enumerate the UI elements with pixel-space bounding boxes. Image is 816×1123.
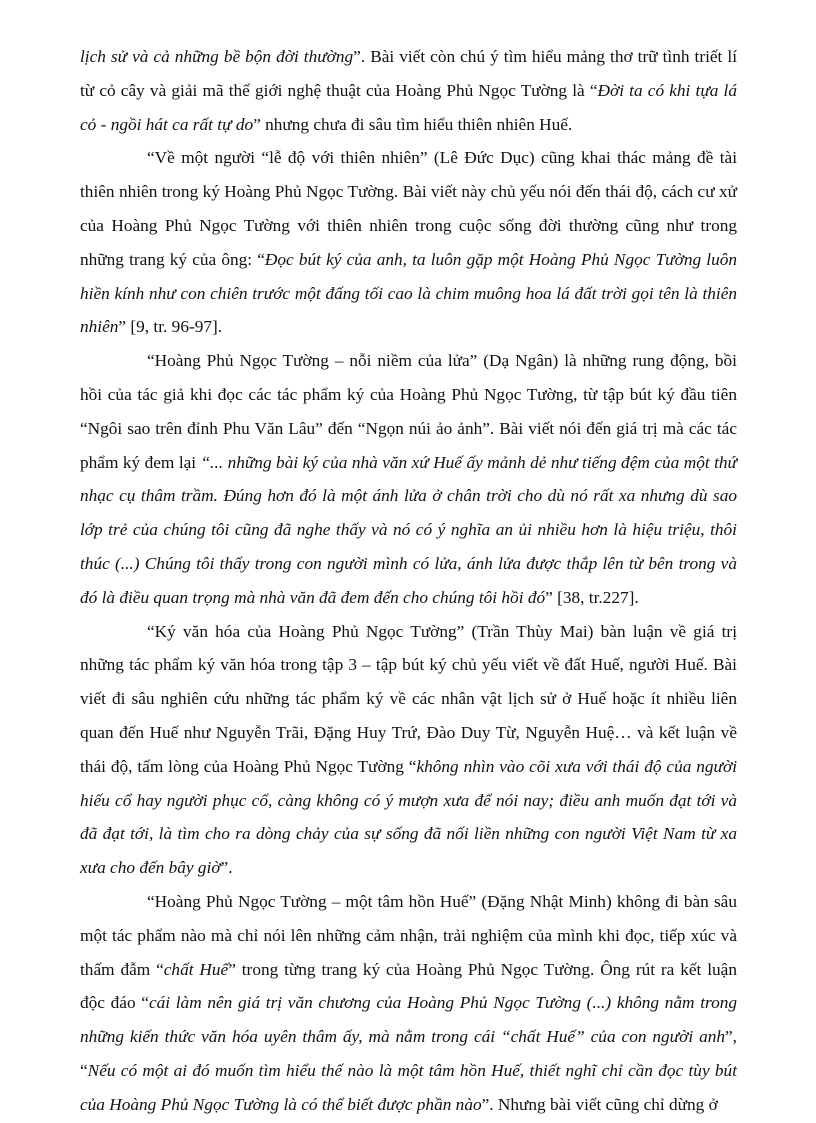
- text-run: “Về một người “lễ độ với thiên nhiên” (Lê Đức Dục) cũng khai thác mảng đề tài thiên nhiên trong ký Hoàng Phủ Ngọc Tường. Bài viết này chủ yếu nói đến thái độ, cách cư xử của Hoàng Phủ Ngọc Tường với thiên nhiên trong cuộc sống đời thường cũng như trong những trang ký của ông: “: [80, 148, 737, 269]
- text-run: ”. Nhưng bài viết cũng chỉ dừng ở: [481, 1094, 718, 1114]
- text-run: ” nhưng chưa đi sâu tìm hiểu thiên nhiên Huế.: [253, 114, 573, 134]
- paragraph-2: [80, 141, 737, 344]
- text-run: không nhìn vào cõi xưa với thái độ của người hiếu cổ hay người phục cổ, càng không có ý mượn xưa để nói nay; điều anh muốn đạt tới và đã đạt tới, là tìm cho ra dòng chảy của sự sống đã nối liền những con người Việt Nam từ xa xưa cho đến bây giờ: [80, 756, 737, 878]
- text-run: ” trong từng trang ký của Hoàng Phủ Ngọc Tường. Ông rút ra kết luận độc đáo “: [80, 959, 737, 1013]
- paragraph-3: [80, 344, 737, 614]
- text-run: “Hoàng Phủ Ngọc Tường – nỗi niềm của lửa” (Dạ Ngân) là những rung động, bồi hồi của tác giả khi đọc các tác phẩm ký của Hoàng Phủ Ngọc Tường, từ tập bút ký đầu tiên “Ngôi sao trên đỉnh Phu Văn Lâu” đến “Ngọn núi ảo ảnh”. Bài viết nói đến giá trị mà các tác phẩm ký đem lại: [80, 351, 737, 472]
- text-run: “Ký văn hóa của Hoàng Phủ Ngọc Tường” (Trần Thùy Mai) bàn luận về giá trị những tác phẩm ký văn hóa trong tập 3 – tập bút ký chủ yếu viết về đất Huế, người Huế. Bài viết đi sâu nghiên cứu những tác phẩm ký về các nhân vật lịch sử ở Huế hoặc ít nhiều liên quan đến Huế như Nguyễn Trãi, Đặng Huy Trứ, Đào Duy Từ, Nguyễn Huệ… và kết luận về thái độ, tấm lòng của Hoàng Phủ Ngọc Tường “: [80, 621, 737, 776]
- text-run: lịch sử và cả những bề bộn đời thường: [80, 47, 354, 66]
- text-run: ”. Bài viết còn chú ý tìm hiểu mảng thơ trữ tình triết lí từ cỏ cây và giải mã thế giới nghệ thuật của Hoàng Phủ Ngọc Tường là “: [80, 47, 737, 100]
- text-run: cái làm nên giá trị văn chương của Hoàng Phủ Ngọc Tường (...) không nằm trong những kiến thức văn hóa uyên thâm ấy, mà nằm trong cái “chất Huế” của con người anh: [80, 993, 737, 1047]
- text-run: “Hoàng Phủ Ngọc Tường – một tâm hồn Huế” (Đặng Nhật Minh) không đi bàn sâu một tác phẩm nào mà chỉ nói lên những cảm nhận, trải nghiệm của mình khi đọc, tiếp xúc và thấm đẫm “: [80, 891, 737, 979]
- text-run: Đọc bút ký của anh, ta luôn gặp một Hoàng Phủ Ngọc Tường luôn hiền kính như con chiên trước một đấng tối cao là chim muông hoa lá đất trời gọi tên là thiên nhiên: [80, 249, 737, 337]
- text-run: chất Huế: [163, 959, 229, 979]
- paragraph-5: [80, 885, 737, 1122]
- text-run: Đời ta có khi tựa lá cỏ - ngồi hát ca rất tự do: [80, 80, 737, 134]
- text-run: ”, “: [80, 1027, 737, 1080]
- paragraph-1: [80, 40, 737, 141]
- text-run: ”.: [220, 858, 233, 878]
- paragraph-4: [80, 615, 737, 885]
- text-run: ” [9, tr. 96-97].: [118, 317, 223, 337]
- document-page: [80, 40, 737, 1122]
- text-run: ” [38, tr.227].: [545, 587, 639, 607]
- text-run: “... những bài ký của nhà văn xứ Huế ấy mảnh dẻ như tiếng đệm của một thứ nhạc cụ thâm trầm. Đúng hơn đó là một ánh lửa ở chân trời cho dù nó rất xa nhưng dù sao lớp trẻ của chúng tôi cũng đã nghe thấy và nó có ý nghĩa an ủi nhiều hơn là hiệu triệu, thôi thúc (...) Chúng tôi thấy trong con người mình có lửa, ánh lửa được thắp lên từ bên trong và đó là điều quan trọng mà nhà văn đã đem đến cho chúng tôi hồi đó: [80, 452, 737, 607]
- text-run: Nếu có một ai đó muốn tìm hiểu thế nào là một tâm hồn Huế, thiết nghĩ chỉ cần đọc tùy bút của Hoàng Phủ Ngọc Tường là có thể biết được phần nào: [80, 1060, 737, 1114]
